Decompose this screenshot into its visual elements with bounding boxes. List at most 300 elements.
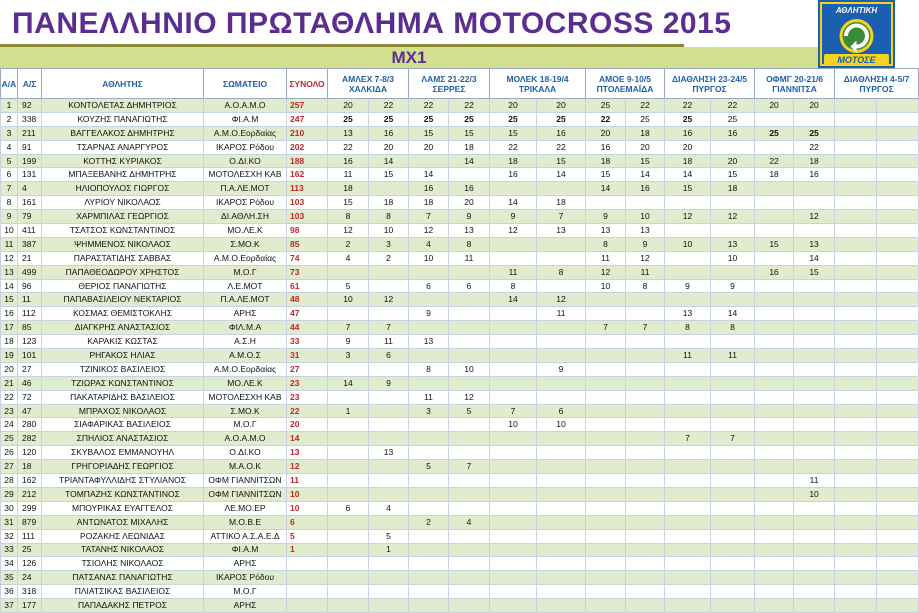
cell-club: Α.Ο.Α.Μ.Ο xyxy=(204,99,287,113)
cell-score: 20 xyxy=(755,99,794,113)
cell-score: 2 xyxy=(328,237,369,251)
cell-score xyxy=(626,446,665,460)
cell-score: 22 xyxy=(755,154,794,168)
cell-score xyxy=(835,446,877,460)
cell-pos: 4 xyxy=(1,140,18,154)
race-place: ΠΥΡΓΟΣ xyxy=(859,83,894,94)
cell-score xyxy=(328,529,369,543)
cell-score xyxy=(835,529,877,543)
cell-pos: 31 xyxy=(1,515,18,529)
cell-score xyxy=(626,307,665,321)
cell-num: 24 xyxy=(18,571,42,585)
cell-score xyxy=(665,460,711,474)
table-row xyxy=(1,251,919,265)
cell-athlete: ΠΑΠΑΔΑΚΗΣ ΠΕΤΡΟΣ xyxy=(42,599,204,613)
cell-score xyxy=(626,599,665,613)
cell-score xyxy=(755,557,794,571)
cell-score xyxy=(835,224,877,238)
cell-score: 13 xyxy=(409,335,449,349)
cell-score: 18 xyxy=(449,140,490,154)
cell-total: 33 xyxy=(287,335,328,349)
cell-total: 23 xyxy=(287,376,328,390)
cell-score: 6 xyxy=(409,279,449,293)
cell-score xyxy=(877,529,919,543)
cell-score: 5 xyxy=(449,404,490,418)
cell-total xyxy=(287,599,328,613)
cell-athlete: ΓΡΗΓΟΡΙΑΔΗΣ ΓΕΩΡΓΙΟΣ xyxy=(42,460,204,474)
cell-pos: 23 xyxy=(1,404,18,418)
cell-score xyxy=(626,529,665,543)
cell-score xyxy=(586,557,626,571)
page-title: ΠΑΝΕΛΛΗΝΙΟ ΠΡΩΤΑΘΛΗΜΑ MOTOCROSS 2015 xyxy=(12,7,732,40)
cell-pos: 24 xyxy=(1,418,18,432)
cell-score xyxy=(586,293,626,307)
cell-score: 22 xyxy=(665,99,711,113)
cell-score xyxy=(409,543,449,557)
cell-score xyxy=(835,585,877,599)
cell-num: 411 xyxy=(18,224,42,238)
cell-score: 15 xyxy=(665,182,711,196)
cell-score xyxy=(835,210,877,224)
cell-score xyxy=(449,432,490,446)
cell-score xyxy=(328,557,369,571)
table-row xyxy=(1,293,919,307)
cell-score xyxy=(626,418,665,432)
cell-total: 257 xyxy=(287,99,328,113)
cell-total: 247 xyxy=(287,112,328,126)
cell-score xyxy=(409,501,449,515)
cell-score xyxy=(369,265,409,279)
cell-score xyxy=(835,376,877,390)
cell-athlete: ΠΛΙΑΤΣΙΚΑΣ ΒΑΣΙΛΕΙΟΣ xyxy=(42,585,204,599)
cell-score: 12 xyxy=(665,210,711,224)
cell-pos: 12 xyxy=(1,251,18,265)
cell-score xyxy=(369,182,409,196)
cell-score xyxy=(711,571,755,585)
table-row xyxy=(1,140,919,154)
cell-score xyxy=(626,543,665,557)
cell-num: 199 xyxy=(18,154,42,168)
cell-athlete: ΗΛΙΟΠΟΥΛΟΣ ΓΙΩΡΓΟΣ xyxy=(42,182,204,196)
cell-score: 22 xyxy=(794,140,835,154)
cell-score: 20 xyxy=(369,140,409,154)
cell-score xyxy=(537,557,586,571)
cell-score: 6 xyxy=(328,501,369,515)
cell-club: Μ.Ο.Γ xyxy=(204,585,287,599)
cell-score: 15 xyxy=(409,126,449,140)
cell-score xyxy=(835,362,877,376)
cell-score xyxy=(537,279,586,293)
cell-score xyxy=(835,404,877,418)
cell-score xyxy=(490,585,537,599)
cell-score xyxy=(449,543,490,557)
cell-score: 22 xyxy=(626,99,665,113)
cell-score: 10 xyxy=(490,418,537,432)
cell-score xyxy=(711,224,755,238)
table-row xyxy=(1,196,919,210)
cell-club: ΛΕ.ΜΟ.ΕΡ xyxy=(204,501,287,515)
cell-athlete: ΒΑΓΓΕΛΑΚΟΣ ΔΗΜΗΤΡΗΣ xyxy=(42,126,204,140)
cell-score xyxy=(665,599,711,613)
cell-total xyxy=(287,557,328,571)
cell-score: 18 xyxy=(626,126,665,140)
cell-score: 11 xyxy=(794,474,835,488)
cell-club: ΦΙΛ.Μ.Α xyxy=(204,321,287,335)
cell-athlete: ΤΖΙΝΙΚΟΣ ΒΑΣΙΛΕΙΟΣ xyxy=(42,362,204,376)
cell-score xyxy=(835,321,877,335)
cell-pos: 14 xyxy=(1,279,18,293)
cell-score xyxy=(586,404,626,418)
cell-score: 16 xyxy=(449,182,490,196)
cell-score xyxy=(586,585,626,599)
logo-top-text: ΑΘΛΗΤΙΚΗ xyxy=(835,6,878,15)
cell-score: 25 xyxy=(665,112,711,126)
cell-score xyxy=(665,529,711,543)
race-place: ΠΥΡΓΟΣ xyxy=(692,83,727,94)
race-place: ΓΙΑΝΝΙΤΣΑ xyxy=(772,83,817,94)
cell-num: 47 xyxy=(18,404,42,418)
cell-score: 13 xyxy=(626,224,665,238)
cell-score xyxy=(665,543,711,557)
cell-score xyxy=(877,210,919,224)
cell-score xyxy=(449,265,490,279)
cell-club: Α.Μ.Ο.Εορδαίας xyxy=(204,126,287,140)
cell-score xyxy=(877,99,919,113)
table-row xyxy=(1,390,919,404)
race-name: ΜΟΛΕΚ 18-19/4 xyxy=(506,73,569,84)
cell-score xyxy=(490,321,537,335)
cell-score: 9 xyxy=(665,279,711,293)
cell-score xyxy=(537,515,586,529)
cell-score xyxy=(369,460,409,474)
cell-score xyxy=(449,307,490,321)
cell-score xyxy=(490,335,537,349)
cell-score xyxy=(409,474,449,488)
cell-score: 25 xyxy=(490,112,537,126)
cell-score xyxy=(877,224,919,238)
cell-score xyxy=(755,279,794,293)
cell-total: 48 xyxy=(287,293,328,307)
cell-club: ΑΤΤΙΚΟ Α.Σ.Α.Ε.Δ xyxy=(204,529,287,543)
cell-score xyxy=(755,585,794,599)
cell-score: 8 xyxy=(586,237,626,251)
cell-score xyxy=(449,599,490,613)
cell-num: 161 xyxy=(18,196,42,210)
cell-score: 25 xyxy=(449,112,490,126)
table-row xyxy=(1,335,919,349)
cell-score: 13 xyxy=(449,224,490,238)
cell-score xyxy=(626,376,665,390)
cell-num: 299 xyxy=(18,501,42,515)
cell-score xyxy=(755,321,794,335)
cell-score: 4 xyxy=(409,237,449,251)
cell-total: 188 xyxy=(287,154,328,168)
cell-athlete: ΤΣΑΤΣΟΣ ΚΩΝΣΤΑΝΤΙΝΟΣ xyxy=(42,224,204,238)
cell-total: 1 xyxy=(287,543,328,557)
class-banner: MX1 xyxy=(0,47,818,68)
cell-score: 18 xyxy=(586,154,626,168)
cell-score xyxy=(537,585,586,599)
cell-club: ΑΡΗΣ xyxy=(204,599,287,613)
cell-score xyxy=(665,515,711,529)
cell-pos: 25 xyxy=(1,432,18,446)
cell-score xyxy=(328,487,369,501)
cell-athlete: ΜΠΡΑΧΟΣ ΝΙΚΟΛΑΟΣ xyxy=(42,404,204,418)
cell-score: 8 xyxy=(490,279,537,293)
cell-num: 27 xyxy=(18,362,42,376)
table-row xyxy=(1,279,919,293)
cell-total: 22 xyxy=(287,404,328,418)
cell-pos: 33 xyxy=(1,543,18,557)
cell-score xyxy=(409,154,449,168)
cell-score: 7 xyxy=(626,321,665,335)
cell-pos: 36 xyxy=(1,585,18,599)
header-race-6 xyxy=(755,69,835,99)
cell-score: 3 xyxy=(409,404,449,418)
cell-score xyxy=(835,293,877,307)
cell-score xyxy=(537,460,586,474)
cell-score: 13 xyxy=(665,307,711,321)
cell-score xyxy=(835,390,877,404)
cell-score xyxy=(665,446,711,460)
cell-score xyxy=(665,362,711,376)
race-name: ΛΑΜΣ 21-22/3 xyxy=(421,73,477,84)
cell-score: 14 xyxy=(794,251,835,265)
cell-num: 318 xyxy=(18,585,42,599)
cell-score xyxy=(755,390,794,404)
cell-score xyxy=(449,571,490,585)
cell-pos: 9 xyxy=(1,210,18,224)
cell-score: 11 xyxy=(537,307,586,321)
cell-total: 44 xyxy=(287,321,328,335)
cell-score xyxy=(537,487,586,501)
cell-score xyxy=(328,307,369,321)
cell-score xyxy=(755,112,794,126)
cell-total: 14 xyxy=(287,432,328,446)
table-row xyxy=(1,321,919,335)
cell-score xyxy=(490,376,537,390)
header-race-3 xyxy=(490,69,586,99)
cell-num: 72 xyxy=(18,390,42,404)
cell-score xyxy=(755,529,794,543)
cell-pos: 26 xyxy=(1,446,18,460)
cell-score: 9 xyxy=(490,210,537,224)
cell-score: 8 xyxy=(711,321,755,335)
cell-total: 162 xyxy=(287,168,328,182)
cell-score xyxy=(877,460,919,474)
cell-club: Ο.ΔΙ.ΚΟ xyxy=(204,446,287,460)
cell-score: 16 xyxy=(369,126,409,140)
cell-athlete: ΣΚΥΒΑΛΟΣ ΕΜΜΑΝΟΥΗΛ xyxy=(42,446,204,460)
header-race-7 xyxy=(835,69,919,99)
cell-score xyxy=(794,321,835,335)
logo-bottom-text: ΜΟΤΟΣΕ xyxy=(837,55,876,65)
cell-club: ΙΚΑΡΟΣ Ρόδου xyxy=(204,571,287,585)
cell-pos: 6 xyxy=(1,168,18,182)
cell-score: 22 xyxy=(449,99,490,113)
cell-score xyxy=(409,487,449,501)
cell-total: 103 xyxy=(287,210,328,224)
cell-score xyxy=(586,487,626,501)
cell-score xyxy=(626,487,665,501)
cell-score: 18 xyxy=(369,196,409,210)
race-place: ΧΑΛΚΙΔΑ xyxy=(348,83,388,94)
cell-score xyxy=(369,557,409,571)
cell-score: 2 xyxy=(369,251,409,265)
cell-score xyxy=(626,501,665,515)
cell-score xyxy=(490,571,537,585)
cell-score: 11 xyxy=(449,251,490,265)
cell-pos: 28 xyxy=(1,474,18,488)
cell-score: 18 xyxy=(490,154,537,168)
cell-score: 15 xyxy=(586,168,626,182)
cell-score xyxy=(794,501,835,515)
cell-score xyxy=(665,293,711,307)
race-name: ΑΜΟΕ 9-10/5 xyxy=(599,73,651,84)
cell-score xyxy=(711,335,755,349)
table-row xyxy=(1,349,919,363)
cell-club: Α.Ο.Α.Μ.Ο xyxy=(204,432,287,446)
cell-score xyxy=(835,432,877,446)
cell-score xyxy=(877,390,919,404)
cell-score xyxy=(586,515,626,529)
cell-athlete: ΚΟΝΤΟΛΕΤΑΣ ΔΗΜΗΤΡΙΟΣ xyxy=(42,99,204,113)
cell-score xyxy=(490,237,537,251)
cell-num: 282 xyxy=(18,432,42,446)
cell-num: 18 xyxy=(18,460,42,474)
cell-score xyxy=(794,362,835,376)
cell-score xyxy=(626,293,665,307)
cell-athlete: ΚΟΣΜΑΣ ΘΕΜΙΣΤΟΚΛΗΣ xyxy=(42,307,204,321)
cell-score xyxy=(755,251,794,265)
cell-score: 14 xyxy=(626,168,665,182)
cell-num: 120 xyxy=(18,446,42,460)
cell-score: 16 xyxy=(328,154,369,168)
cell-num: 21 xyxy=(18,251,42,265)
cell-score xyxy=(711,404,755,418)
cell-score xyxy=(537,349,586,363)
cell-score: 10 xyxy=(586,279,626,293)
cell-total: 202 xyxy=(287,140,328,154)
cell-score xyxy=(755,446,794,460)
cell-score: 16 xyxy=(755,265,794,279)
cell-score: 8 xyxy=(369,210,409,224)
header-row xyxy=(1,69,919,99)
cell-athlete: ΤΟΜΠΑΖΗΣ ΚΩΝΣΤΑΝΤΙΝΟΣ xyxy=(42,487,204,501)
cell-score xyxy=(835,251,877,265)
cell-score xyxy=(449,321,490,335)
cell-score xyxy=(755,543,794,557)
cell-club: Μ.Ο.Γ xyxy=(204,418,287,432)
cell-score xyxy=(835,474,877,488)
cell-score xyxy=(537,432,586,446)
cell-score xyxy=(449,474,490,488)
cell-score: 22 xyxy=(328,140,369,154)
cell-score xyxy=(449,585,490,599)
cell-score xyxy=(794,390,835,404)
cell-score xyxy=(626,571,665,585)
cell-club: ΙΚΑΡΟΣ Ρόδου xyxy=(204,140,287,154)
cell-score xyxy=(369,515,409,529)
cell-score xyxy=(835,335,877,349)
cell-score xyxy=(626,349,665,363)
cell-score: 3 xyxy=(369,237,409,251)
table-row xyxy=(1,99,919,113)
cell-score xyxy=(537,376,586,390)
cell-score: 8 xyxy=(537,265,586,279)
cell-score xyxy=(711,265,755,279)
table-row xyxy=(1,376,919,390)
cell-pos: 13 xyxy=(1,265,18,279)
cell-score xyxy=(665,404,711,418)
cell-score xyxy=(665,224,711,238)
cell-score xyxy=(328,543,369,557)
cell-score xyxy=(665,265,711,279)
cell-score xyxy=(449,557,490,571)
cell-score: 14 xyxy=(328,376,369,390)
cell-score xyxy=(794,418,835,432)
cell-score: 15 xyxy=(449,126,490,140)
cell-score xyxy=(711,474,755,488)
cell-score xyxy=(665,557,711,571)
cell-score xyxy=(794,599,835,613)
cell-score: 12 xyxy=(626,251,665,265)
cell-score xyxy=(537,251,586,265)
cell-score xyxy=(835,599,877,613)
cell-total: 61 xyxy=(287,279,328,293)
cell-score xyxy=(877,487,919,501)
cell-score xyxy=(449,487,490,501)
cell-score xyxy=(409,585,449,599)
cell-score: 14 xyxy=(409,168,449,182)
table-row xyxy=(1,168,919,182)
cell-club: ΜΟΤΟΛΕΣΧΗ ΚΑΒ xyxy=(204,390,287,404)
cell-score xyxy=(409,418,449,432)
cell-score xyxy=(586,460,626,474)
cell-total: 210 xyxy=(287,126,328,140)
cell-score: 20 xyxy=(490,99,537,113)
cell-score xyxy=(586,599,626,613)
cell-club: Α.Μ.Ο.Εορδαίας xyxy=(204,362,287,376)
cell-score xyxy=(409,376,449,390)
cell-score: 22 xyxy=(586,112,626,126)
header-club: ΣΩΜΑΤΕΙΟ xyxy=(204,69,287,99)
cell-score xyxy=(328,599,369,613)
table-row xyxy=(1,224,919,238)
cell-score xyxy=(537,237,586,251)
cell-score xyxy=(711,376,755,390)
cell-total xyxy=(287,571,328,585)
cell-score: 10 xyxy=(369,224,409,238)
cell-score xyxy=(586,196,626,210)
cell-score xyxy=(369,362,409,376)
cell-score xyxy=(449,446,490,460)
cell-athlete: ΤΑΤΑΝΗΣ ΝΙΚΟΛΑΟΣ xyxy=(42,543,204,557)
cell-score: 25 xyxy=(755,126,794,140)
cell-num: 112 xyxy=(18,307,42,321)
cell-score: 13 xyxy=(537,224,586,238)
cell-club: Μ.Ο.Β.Ε xyxy=(204,515,287,529)
cell-score xyxy=(877,140,919,154)
cell-score: 7 xyxy=(711,432,755,446)
cell-score xyxy=(328,571,369,585)
cell-score xyxy=(626,460,665,474)
cell-score xyxy=(586,349,626,363)
cell-club: ΔΙ.ΑΘΛΗ.ΣΗ xyxy=(204,210,287,224)
cell-score: 10 xyxy=(328,293,369,307)
cell-score: 13 xyxy=(328,126,369,140)
cell-score: 14 xyxy=(537,168,586,182)
